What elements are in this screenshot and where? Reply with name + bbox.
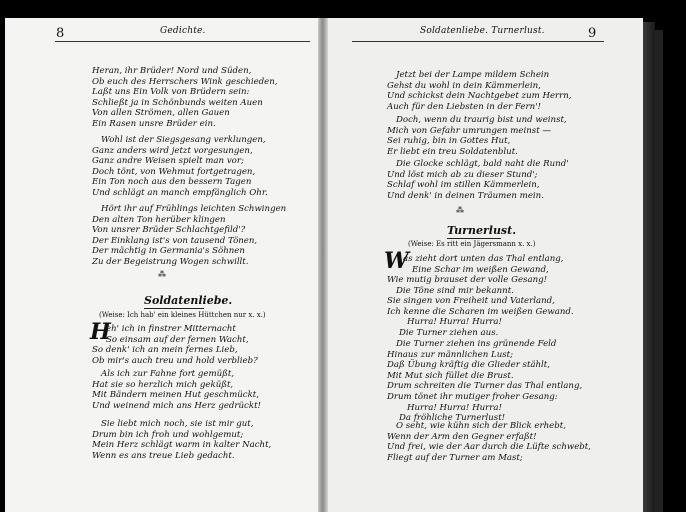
verse-line: Jetzt bei der Lampe mildem Schein [396, 70, 550, 80]
verse-line: Doch tönt, von Wehmut fortgetragen, [92, 166, 256, 177]
book-edge-shadow [655, 30, 663, 512]
book-edge [643, 22, 655, 512]
right-stanza-3 [387, 159, 569, 201]
verse-line: Der mächtig in Germania's Söhnen [92, 246, 245, 257]
verse-line: Der Einklang ist's von tausend Tönen, [92, 235, 258, 246]
verse-line: Und löst mich ab zu dieser Stund'; [387, 169, 538, 180]
verse-line: Schließt ja in Schönbunds weiten Auen [92, 97, 263, 108]
verse-line: Die Töne sind mir bekannt. [396, 285, 514, 296]
verse-line: Von allen Strömen, allen Gauen [92, 108, 230, 119]
verse-line: Hinaus zur männlichen Lust; [387, 349, 514, 360]
verse-line: Sie singen von Freiheit und Vaterland, [387, 296, 555, 307]
verse-line: Hurra! Hurra! Hurra! [407, 402, 502, 413]
verse-line: eh' ich in finstrer Mitternacht [106, 324, 236, 334]
verse-line: Als ich zur Fahne fort gemüßt, [101, 369, 235, 379]
left-dropcap: H [90, 319, 111, 345]
verse-line: Von unsrer Brüder Schlachtgefild'? [92, 225, 246, 236]
verse-line: Die Turner ziehen ins grünende Feld [396, 339, 557, 349]
verse-line: Und weinend mich ans Herz gedrückt! [92, 400, 261, 411]
verse-line: Und frei, wie der Aar durch die Lüfte schwebt, [387, 442, 591, 453]
right-poem2-stanza-2 [387, 339, 582, 424]
left-ornament: ⁂ [158, 270, 167, 279]
verse-line: Ein Ton noch aus den bessern Tagen [92, 177, 252, 188]
verse-line: So denk' ich an mein fernes Lieb, [92, 345, 238, 355]
verse-line: Sie liebt mich noch, sie ist mir gut, [101, 419, 254, 429]
verse-line: Sei ruhig, bin in Gottes Hut, [387, 136, 511, 147]
verse-line: Ich kenne die Scharen im weißen Gewand. [387, 306, 574, 317]
right-poem2-stanza-3 [387, 421, 591, 463]
verse-line: Mit Mut sich füllet die Brust. [387, 370, 514, 381]
verse-line: Eine Schar im weißen Gewand, [412, 264, 549, 275]
verse-line: Hurra! Hurra! Hurra! [407, 317, 502, 328]
left-poem-tune: (Weise: Ich hab' ein kleines Hüttchen nur x. x.) [99, 311, 266, 319]
left-head-rule [55, 41, 310, 42]
verse-line: Und denk' in deinen Träumen mein. [387, 190, 544, 201]
right-stanza-2 [387, 115, 567, 157]
left-poem2-stanza-1b [92, 345, 258, 366]
left-stanza-1 [92, 66, 278, 130]
right-poem-tune: (Weise: Es ritt ein Jägersmann x. x.) [408, 240, 536, 248]
verse-line: Doch, wenn du traurig bist und weinst, [396, 115, 567, 125]
right-stanza-1 [387, 70, 572, 112]
verse-line: Ganz andre Weisen spielt man vor; [92, 156, 244, 167]
right-ornament: ⁂ [456, 206, 465, 215]
verse-line: Daß Übung kräftig die Glieder stählt, [387, 360, 550, 371]
verse-line: Auch für den Liebsten in der Fern'! [387, 101, 541, 112]
verse-line: Laßt uns Ein Volk von Brüdern sein: [92, 87, 250, 98]
verse-line: Mein Herz schlägt warm in kalter Nacht, [92, 440, 272, 451]
left-poem-title: Soldatenliebe. [144, 294, 233, 307]
verse-line: Hört ihr auf Frühlings leichten Schwingen [101, 204, 287, 214]
verse-line: Da fröhliche Turnerlust! [399, 413, 506, 424]
verse-line: Den alten Ton herüber klingen [92, 214, 226, 225]
verse-line: Zu der Begeistrung Wogen schwillt. [92, 256, 249, 267]
verse-line: Wenn es ans treue Lieb gedacht. [92, 450, 235, 461]
right-running-head: Soldatenliebe. Turnerlust. [420, 26, 545, 36]
right-page-number: 9 [588, 26, 597, 41]
verse-line: Und schlägt an manch empfänglich Ohr. [92, 187, 268, 198]
left-stanza-2 [92, 135, 268, 199]
left-poem2-stanza-3 [92, 419, 271, 461]
verse-line: Mich von Gefahr umrungen meinst — [387, 125, 551, 136]
verse-line: Drum tönet ihr mutiger froher Gesang: [387, 391, 558, 402]
right-poem-title: Turnerlust. [447, 224, 517, 237]
verse-line: Ob euch des Herrschers Wink geschieden, [92, 76, 278, 87]
right-title-underline [447, 238, 501, 239]
verse-line: O seht, wie kühn sich der Blick erhebt, [396, 421, 566, 431]
verse-line: Und schickst dein Nachtgebet zum Herrn, [387, 91, 572, 102]
verse-line: Gehst du wohl in dein Kämmerlein, [387, 80, 541, 91]
left-page-number: 8 [56, 26, 65, 41]
right-head-rule [352, 41, 604, 42]
verse-line: as zieht dort unten das Thal entlang, [403, 254, 564, 264]
right-poem2-stanza-1b [387, 275, 574, 339]
right-dropcap: W [384, 248, 409, 274]
verse-line: So einsam auf der fernen Wacht, [106, 334, 249, 345]
verse-line: Fliegt auf der Turner am Mast; [387, 452, 523, 463]
verse-line: Wohl ist der Siegsgesang verklungen, [101, 135, 266, 145]
left-running-head: Gedichte. [160, 26, 206, 36]
verse-line: Wie mutig brauset der volle Gesang! [387, 275, 548, 285]
left-poem2-stanza-2 [92, 369, 261, 411]
verse-line: Drum bin ich froh und wohlgemut; [92, 429, 244, 440]
right-poem2-stanza-1a [403, 254, 564, 275]
verse-line: Ganz anders wird jetzt vorgesungen, [92, 145, 253, 156]
verse-line: Ob mir's auch treu und hold verblieb? [92, 355, 258, 366]
verse-line: Heran, ihr Brüder! Nord und Süden, [92, 66, 252, 76]
verse-line: Er liebt ein treu Soldatenblut. [387, 146, 518, 157]
verse-line: Drum schreiten die Turner das Thal entlang, [387, 381, 583, 392]
verse-line: Wenn der Arm den Gegner erfaßt! [387, 431, 537, 442]
verse-line: Die Glocke schlägt, bald naht die Rund' [396, 159, 569, 169]
left-stanza-3 [92, 204, 286, 268]
left-poem2-stanza-1 [106, 324, 249, 345]
verse-line: Mit Bändern meinen Hut geschmückt, [92, 390, 259, 401]
verse-line: Ein Rasen unsre Brüder ein. [92, 118, 216, 129]
verse-line: Hat sie so herzlich mich geküßt, [92, 379, 234, 390]
left-title-underline [144, 308, 204, 309]
verse-line: Schlaf wohl im stillen Kämmerlein, [387, 180, 540, 191]
verse-line: Die Turner ziehen aus. [399, 327, 499, 338]
book-gutter [318, 18, 328, 512]
